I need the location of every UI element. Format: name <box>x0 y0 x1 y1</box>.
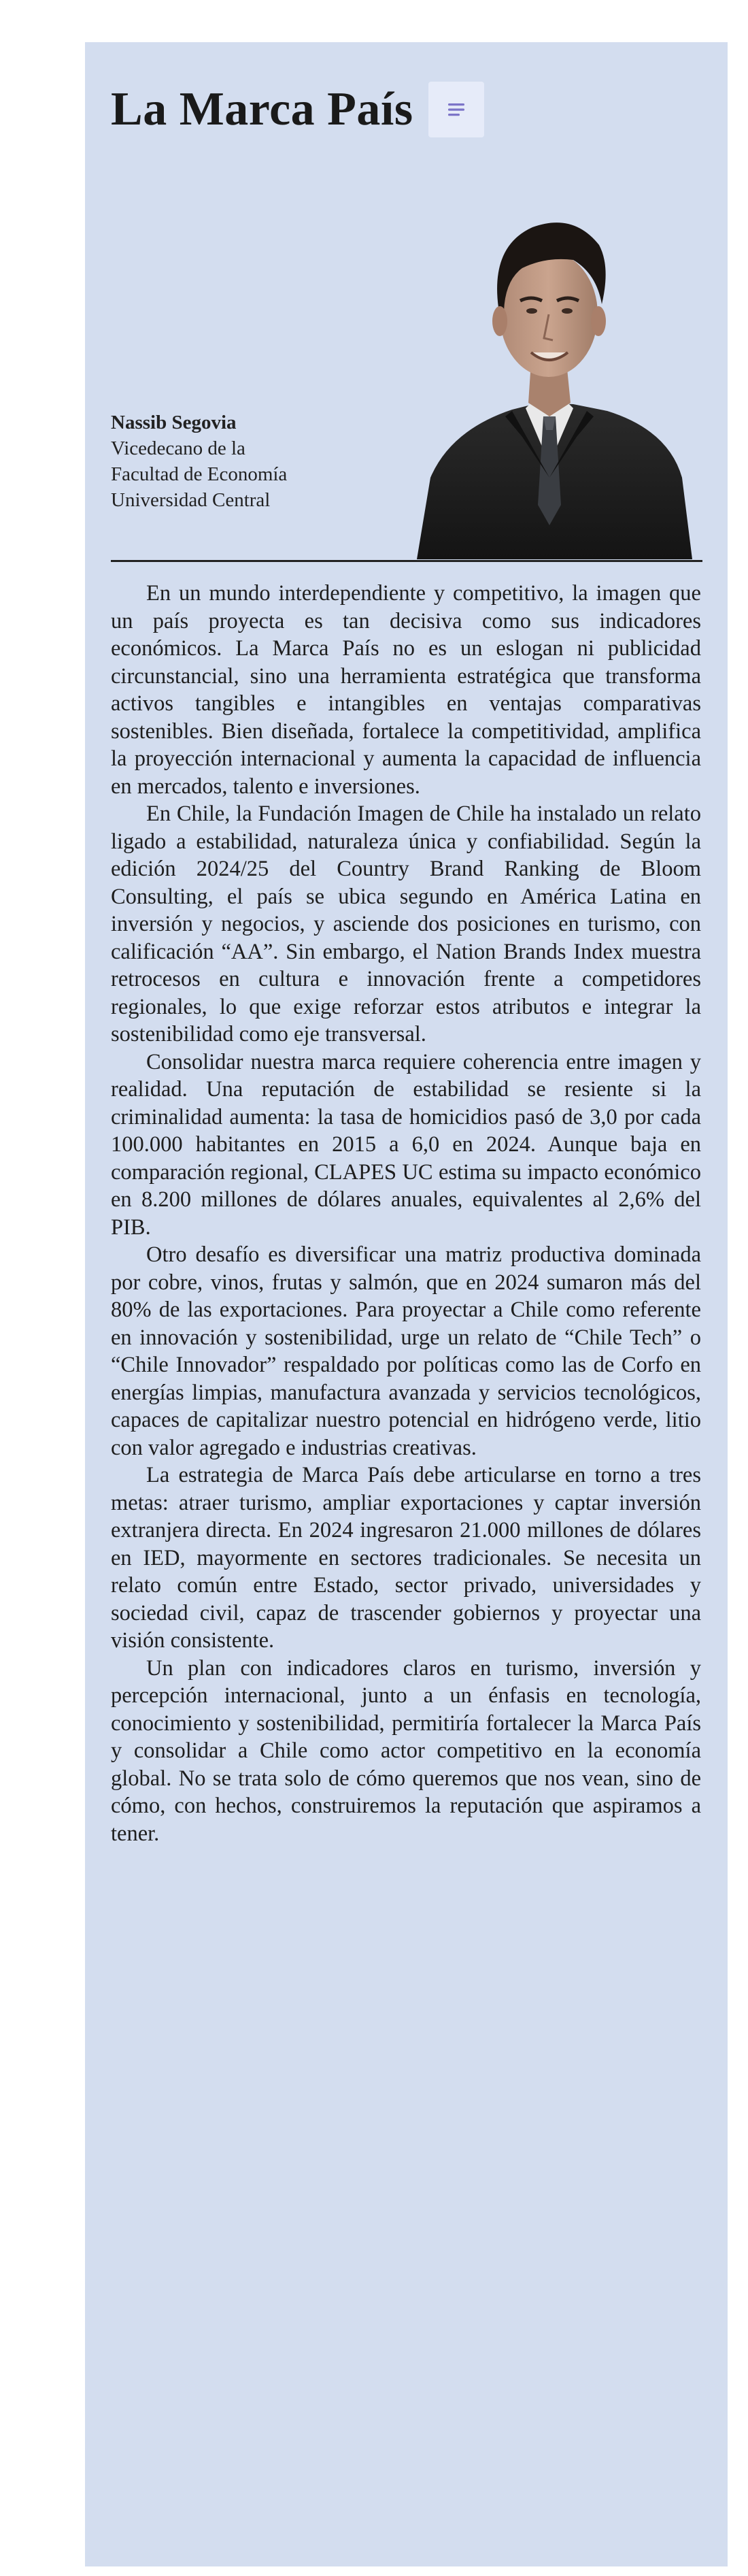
menu-lines-icon <box>444 99 469 120</box>
author-role-line: Vicedecano de la <box>111 437 245 459</box>
article-paragraph: La estrategia de Marca País debe articularse en torno a tres metas: atraer turismo, ampliar exportaciones y captar inversión extranjera directa. En 2024 ingresaron 21.000 millones de dólares en IED, mayormente en sectores tradicionales. Se necesita un relato común entre Estado, sector privado, universidades y sociedad civil, capaz de trascender gobiernos y proyectar una visión consistente. <box>111 1463 701 1653</box>
author-divider <box>111 560 702 562</box>
author-role-line: Universidad Central <box>111 489 271 511</box>
article-paragraph: Otro desafío es diversificar una matriz productiva dominada por cobre, vinos, frutas y salmón, que en 2024 sumaron más del 80% de las exportaciones. Para proyectar a Chile como referente en innovación y sostenibilidad, urge un relato de “Chile Tech” o “Chile Innovador” respaldado por políticas como las de Corfo en energías limpias, manufactura avanzada y servicios tecnológicos, capaces de capitalizar nuestro potencial en hidrógeno verde, litio con valor agregado e industrias creativas. <box>111 1242 701 1460</box>
author-name: Nassib Segovia <box>111 412 237 433</box>
article-paragraph: En Chile, la Fundación Imagen de Chile ha instalado un relato ligado a estabilidad, naturaleza única y confiabilidad. Según la edición 2024/25 del Country Brand Ranking de Bloom Consulting, el país se ubica segundo en América Latina en inversión y negocios, y asciende dos posiciones en turismo, con calificación “AA”. Sin embargo, el Nation Brands Index muestra retrocesos en cultura e innovación frente a competidores regionales, lo que exige reforzar estos atributos e integrar la sostenibilidad como eje transversal. <box>111 802 701 1046</box>
author-portrait <box>403 192 702 559</box>
article-paragraph: En un mundo interdependiente y competitivo, la imagen que un país proyecta es tan decisiva como sus indicadores económicos. La Marca País no es un eslogan ni publicidad circunstancial, sino una herramienta estratégica que transforma activos tangibles e intangibles en ventajas comparativas sostenibles. Bien diseñada, fortalece la competitividad, amplifica la proyección internacional y aumenta la capacidad de influencia en mercados, talento e inversiones. <box>111 581 701 799</box>
article-paragraph: Consolidar nuestra marca requiere coherencia entre imagen y realidad. Una reputación de estabilidad se resiente si la criminalidad aumenta: la tasa de homicidios pasó de 3,0 por cada 100.000 habitantes en 2015 a 6,0 en 2024. Aunque baja en comparación regional, CLAPES UC estima su impacto económico en 8.200 millones de dólares anuales, equivalentes al 2,6% del PIB. <box>111 1049 701 1240</box>
article-column <box>85 42 728 2566</box>
title-row <box>111 82 484 137</box>
author-role-line: Facultad de Economía <box>111 463 288 485</box>
article-body <box>111 580 701 1847</box>
page-title: La Marca País <box>111 83 413 135</box>
menu-button[interactable] <box>428 82 484 137</box>
author-block <box>111 192 702 559</box>
article-paragraph: Un plan con indicadores claros en turismo, inversión y percepción internacional, junto a un énfasis en tecnología, conocimiento y sostenibilidad, permitiría fortalecer la Marca País y consolidar a Chile como actor competitivo en la economía global. No se trata solo de cómo queremos que nos vean, sino de cómo, con hechos, construiremos la reputación que aspiramos a tener. <box>111 1655 701 1846</box>
author-info <box>111 410 383 513</box>
